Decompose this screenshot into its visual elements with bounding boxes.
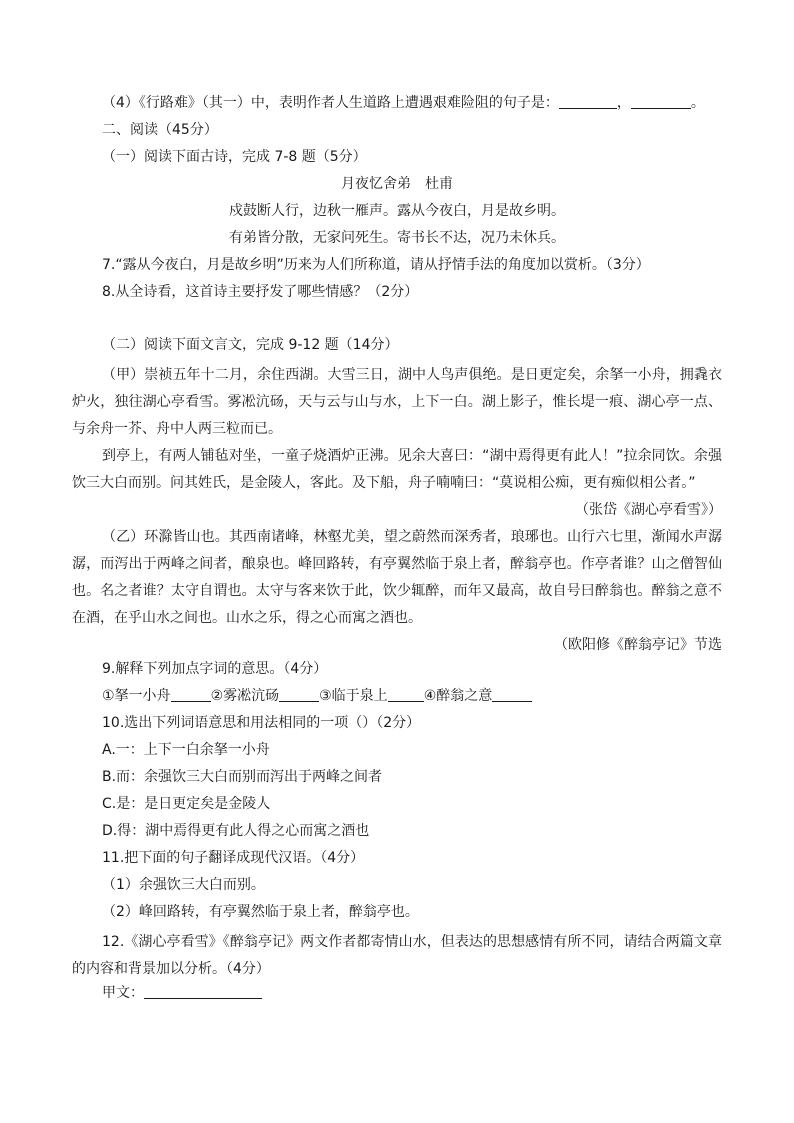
part1-heading: （一）阅读下面古诗，完成 7-8 题（5分）: [102, 149, 367, 165]
answer-blank[interactable]: [388, 687, 424, 702]
passage-source: （欧阳修《醉翁亭记》节选: [554, 637, 722, 653]
passage-yi: （乙）环滁皆山也。其西南诸峰，林壑尤美，望之蔚然而深秀者，琅琊也。山行六七里，渐闻水声潺潺，而泻出于两峰之间者，酿泉也。峰回路转，有亭翼然临于泉上者，醉翁亭也。作亭者谁？山之僧智仙也。名之者谁？太守自谓也。太守与客来饮于此，饮少辄醉，而年又最高，故自号曰醉翁也。醉翁之意不在酒，在乎山水之间也。山水之乐，得之心而寓之酒也。: [72, 529, 722, 626]
question-12: 12.《湖心亭看雪》《醉翁亭记》两文作者都寄情山水，但表达的思想感情有所不同，请结合两篇文章的内容和背景加以分析。（4分）: [72, 934, 722, 977]
answer-jia: 甲文：: [72, 983, 722, 1010]
poem-line: 戍鼓断人行，边秋一雁声。露从今夜白，月是故乡明。: [229, 203, 565, 219]
question-4: （4）《行路难》（其一）中，表明作者人生道路上遭遇艰难险阻的句子是： ， 。: [102, 95, 705, 111]
answer-blank[interactable]: [144, 984, 262, 999]
part2-heading: （二）阅读下面文言文，完成 9-12 题（14分）: [102, 337, 399, 353]
question-7: 7.“露从今夜白，月是故乡明”历来为人们所称道，请从抒情手法的角度加以赏析。（3分）: [102, 257, 650, 273]
exam-page: [72, 93, 722, 1010]
option-d: D.得：湖中焉得更有此人得之心而寓之酒也: [102, 823, 370, 839]
section-heading: 二、阅读（45分）: [102, 122, 218, 138]
answer-blank[interactable]: [492, 687, 532, 702]
poem-title: 月夜忆舍弟 杜甫: [341, 176, 453, 192]
question-8: 8.从全诗看，这首诗主要抒发了哪些情感？（2分）: [102, 284, 419, 300]
poem-line: 有弟皆分散，无家问死生。寄书长不达，况乃未休兵。: [229, 230, 565, 246]
option-b: B.而：余强饮三大白而别而泻出于两峰之间者: [102, 769, 383, 785]
question-10: 10.选出下列词语意思和用法相同的一项（）（2分）: [102, 715, 421, 731]
spacer: [72, 309, 722, 335]
answer-blank[interactable]: [559, 94, 617, 109]
question-9: 9.解释下列加点字词的意思。（4分）: [102, 661, 328, 677]
passage-jia: （甲）崇祯五年十二月，余住西湖。大雪三日，湖中人鸟声俱绝。是日更定矣，余拏一小舟，拥毳衣炉火，独往湖心亭看雪。雾凇沆砀，天与云与山与水，上下一白。湖上影子，惟长堤一痕、湖心亭一点、与余舟一芥、舟中人两三粒而已。: [72, 367, 722, 437]
question-11: 11.把下面的句子翻译成现代汉语。（4分）: [102, 850, 365, 866]
answer-blank[interactable]: [279, 687, 319, 702]
question-9-items: ①拏一小舟 ②雾凇沆砀 ③临于泉上 ④醉翁之意: [72, 686, 722, 713]
sentence-2: （2）峰回路转，有亭翼然临于泉上者，醉翁亭也。: [102, 904, 419, 920]
answer-blank[interactable]: [631, 94, 691, 109]
sentence-1: （1）余强饮三大白而别。: [102, 877, 265, 893]
answer-blank[interactable]: [171, 687, 211, 702]
option-c: C.是：是日更定矣是金陵人: [102, 796, 271, 812]
option-a: A.一：上下一白余拏一小舟: [102, 742, 270, 758]
passage-jia: 到亭上，有两人铺毡对坐，一童子烧酒炉正沸。见余大喜曰：“湖中焉得更有此人！”拉余同饮。余强饮三大白而别。问其姓氏，是金陵人，客此。及下船，舟子喃喃曰：“莫说相公痴，更有痴似相公者。”: [72, 448, 722, 491]
passage-source: （张岱《湖心亭看雪》）: [575, 502, 722, 518]
